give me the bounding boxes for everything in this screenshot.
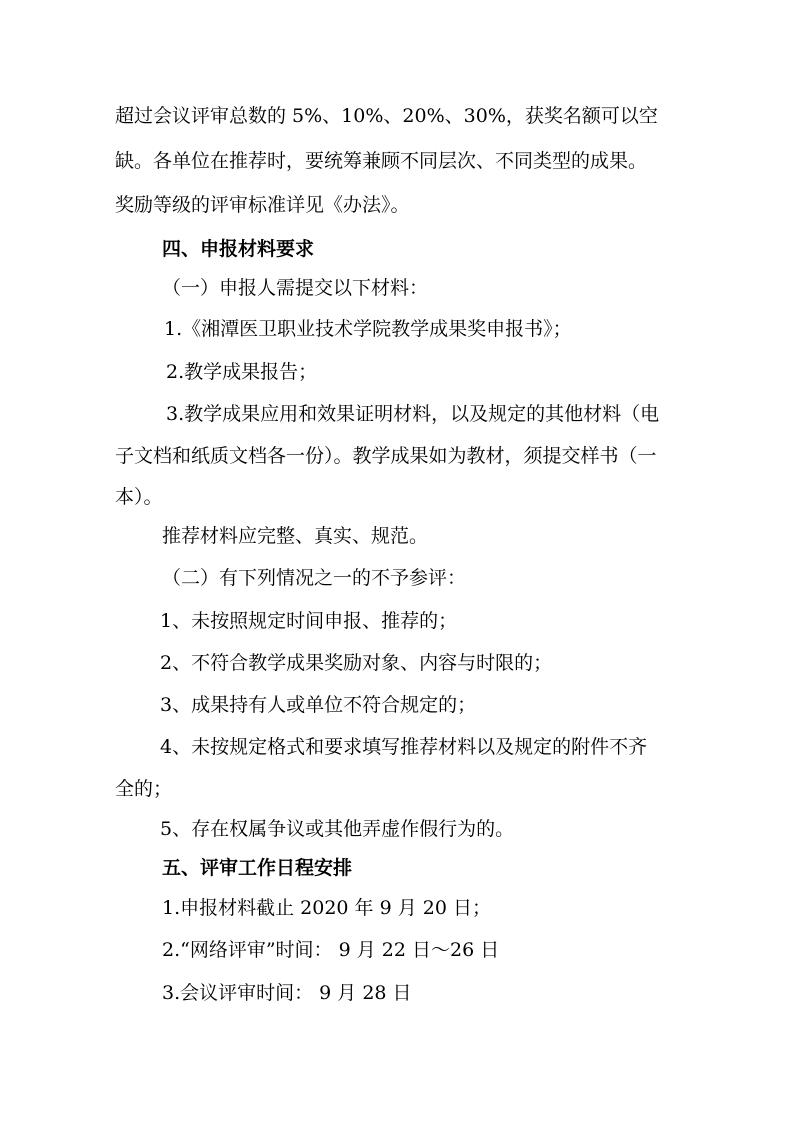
list-item: 2.“网络评审”时间： 9 月 22 日～26 日 [162, 939, 500, 961]
list-item: 3.会议评审时间： 9 月 28 日 [162, 982, 412, 1004]
list-item: 2、不符合教学成果奖励对象、内容与时限的； [160, 652, 553, 674]
list-item: 3.教学成果应用和效果证明材料，以及规定的其他材料（电 [166, 403, 660, 425]
paragraph-line: 子文档和纸质文档各一份）。教学成果如为教材，须提交样书（一 [115, 445, 657, 467]
list-item: 1.《湘潭医卫职业技术学院教学成果奖申报书》； [164, 318, 572, 340]
paragraph-line: 超过会议评审总数的 5%、10%、20%、30%，获奖名额可以空 [115, 105, 658, 127]
subsection-heading-exclusions: （二）有下列情况之一的不予参评： [162, 567, 467, 589]
paragraph-line: 缺。各单位在推荐时，要统筹兼顾不同层次、不同类型的成果。 [115, 150, 648, 172]
paragraph-line: 奖励等级的评审标准详见《办法》。 [115, 194, 410, 216]
list-item: 1.申报材料截止 2020 年 9 月 20 日； [162, 897, 491, 919]
paragraph-line: 推荐材料应完整、真实、规范。 [162, 525, 429, 547]
list-item: 5、存在权属争议或其他弄虚作假行为的。 [160, 818, 515, 840]
list-item: 4、未按规定格式和要求填写推荐材料以及规定的附件不齐 [160, 736, 648, 758]
list-item: 2.教学成果报告； [166, 361, 318, 383]
paragraph-line: 全的； [115, 778, 173, 800]
list-item: 1、未按照规定时间申报、推荐的； [160, 610, 458, 632]
section-heading-schedule: 五、评审工作日程安排 [162, 857, 353, 879]
subsection-heading-required-materials: （一）申报人需提交以下材料： [162, 277, 429, 299]
section-heading-application-materials: 四、申报材料要求 [162, 238, 315, 260]
paragraph-line: 本）。 [115, 486, 163, 508]
list-item: 3、成果持有人或单位不符合规定的； [160, 694, 477, 716]
